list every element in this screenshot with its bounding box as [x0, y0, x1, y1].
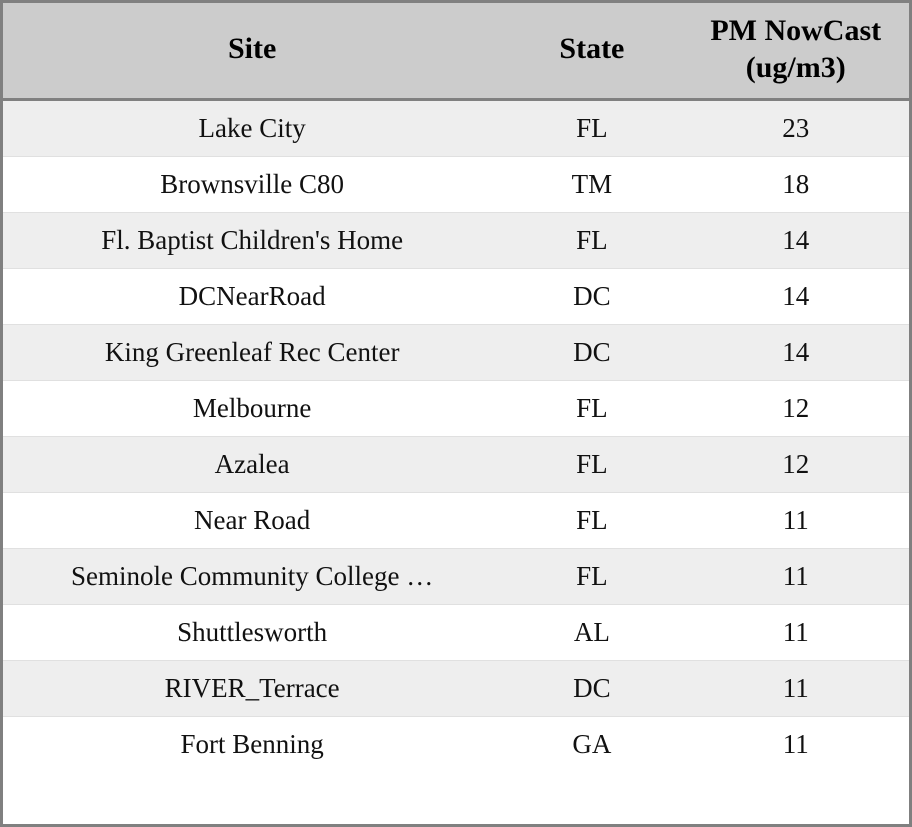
cell-pm: 23	[682, 100, 909, 157]
cell-state: FL	[501, 381, 682, 437]
cell-state: DC	[501, 269, 682, 325]
cell-state: TM	[501, 157, 682, 213]
cell-pm: 14	[682, 213, 909, 269]
cell-state: FL	[501, 213, 682, 269]
table-row	[3, 605, 909, 661]
table-row	[3, 549, 909, 605]
cell-state: DC	[501, 661, 682, 717]
cell-state: FL	[501, 437, 682, 493]
cell-state: GA	[501, 717, 682, 773]
cell-site: Shuttlesworth	[3, 605, 501, 661]
cell-pm: 12	[682, 437, 909, 493]
cell-pm: 12	[682, 381, 909, 437]
cell-pm: 11	[682, 605, 909, 661]
cell-site: Fl. Baptist Children's Home	[3, 213, 501, 269]
cell-state: FL	[501, 493, 682, 549]
table-row	[3, 661, 909, 717]
table-header-row	[3, 3, 909, 100]
table-row	[3, 269, 909, 325]
column-header-state: State	[501, 3, 682, 100]
cell-site: Melbourne	[3, 381, 501, 437]
cell-state: DC	[501, 325, 682, 381]
table-row	[3, 100, 909, 157]
cell-site: Seminole Community College …	[3, 549, 501, 605]
cell-pm: 11	[682, 717, 909, 773]
cell-site: Brownsville C80	[3, 157, 501, 213]
table-row	[3, 717, 909, 773]
cell-site: King Greenleaf Rec Center	[3, 325, 501, 381]
column-header-pm-nowcast: PM NowCast (ug/m3)	[682, 3, 909, 100]
cell-site: DCNearRoad	[3, 269, 501, 325]
table-row	[3, 157, 909, 213]
table-row	[3, 213, 909, 269]
table-row	[3, 437, 909, 493]
cell-pm: 14	[682, 325, 909, 381]
cell-site: RIVER_Terrace	[3, 661, 501, 717]
cell-site: Fort Benning	[3, 717, 501, 773]
column-header-site: Site	[3, 3, 501, 100]
cell-site: Lake City	[3, 100, 501, 157]
cell-state: FL	[501, 549, 682, 605]
cell-site: Near Road	[3, 493, 501, 549]
cell-pm: 11	[682, 549, 909, 605]
cell-pm: 18	[682, 157, 909, 213]
table-body	[3, 100, 909, 773]
cell-state: FL	[501, 100, 682, 157]
table-row	[3, 325, 909, 381]
table-header	[3, 3, 909, 100]
cell-pm: 11	[682, 493, 909, 549]
cell-site: Azalea	[3, 437, 501, 493]
table-row	[3, 493, 909, 549]
table-row	[3, 381, 909, 437]
cell-pm: 11	[682, 661, 909, 717]
cell-pm: 14	[682, 269, 909, 325]
cell-state: AL	[501, 605, 682, 661]
air-quality-table	[3, 3, 909, 772]
